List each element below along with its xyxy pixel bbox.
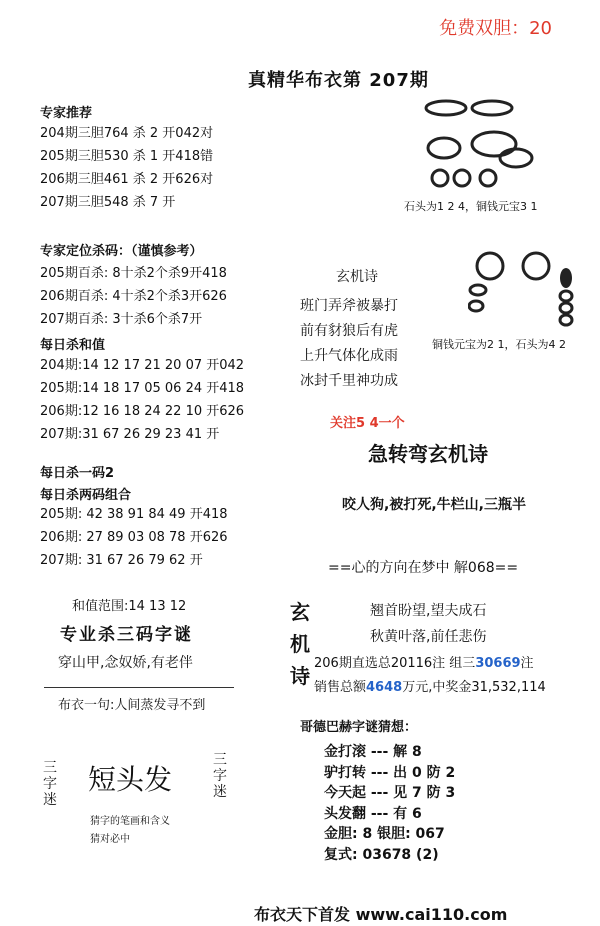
list-item: 205期: 42 38 91 84 49 开418 (40, 507, 228, 522)
stats-text: 206期直选总20116注 组三 (314, 656, 476, 671)
expert-list (40, 122, 213, 214)
daily-sum-heading: 每日杀和值 (40, 338, 106, 353)
side-label-left: 三字迷 (43, 760, 57, 808)
vertical-char: 玄 (290, 600, 310, 624)
hint-line-2: 猜对必中 (90, 834, 130, 845)
poem-lines (300, 294, 398, 394)
divider (44, 687, 234, 688)
stats-value: 30669 (475, 656, 521, 671)
list-item: 207期:31 67 26 29 23 41 开 (40, 427, 220, 442)
poem2-line: 秋黄叶落,前任悲伤 (370, 629, 487, 645)
list-item: 206期三胆461 杀 2 开626对 (40, 172, 214, 187)
list-item: 204期三胆764 杀 2 开042对 (40, 126, 214, 141)
list-item: 204期:14 12 17 21 20 07 开042 (40, 358, 245, 373)
list-item: 今天起 --- 见 7 防 3 (324, 785, 456, 801)
sum-range: 和值范围:14 13 12 (72, 599, 187, 614)
stats-text: 注 (520, 656, 534, 671)
footer-text: 布衣天下首发 www.cai110.com (254, 905, 508, 924)
list-item: 207期三胆548 杀 7 开 (40, 195, 176, 210)
hint-line-1: 猜字的笔画和含义 (90, 816, 170, 827)
riddle-text: 穿山甲,念奴娇,有老伴 (58, 655, 193, 671)
poem-line: 班门弄斧被暴打 (300, 298, 398, 314)
poem-title: 玄机诗 (336, 269, 378, 285)
sales-stats-2 (314, 676, 546, 695)
big-riddle-text: 短头发 (88, 763, 173, 796)
focus-label: 关注5 4一个 (330, 416, 405, 431)
vertical-char: 机 (290, 632, 310, 656)
list-item: 头发翻 --- 有 6 (324, 805, 422, 822)
list-item: 207期百杀: 3十杀6个杀7开 (40, 312, 203, 327)
poem-line: 上升气体化成雨 (300, 348, 398, 364)
heart-line: ==心的方向在梦中 解068== (328, 560, 519, 576)
stats-text: 万元,中奖金31,532,114 (402, 680, 546, 695)
list-item: 205期三胆530 杀 1 开418错 (40, 149, 214, 164)
coin-ingot-figure-icon (468, 250, 578, 328)
poem-line: 冰封千里神功成 (300, 373, 398, 389)
buyi-line: 布衣一句:人间蒸发寻不到 (58, 698, 206, 713)
sales-stats-1 (314, 652, 534, 671)
list-item: 207期: 31 67 26 79 62 开 (40, 553, 203, 568)
stone-coin-figure-icon (424, 98, 544, 193)
list-item: 金打滚 --- 解 8 (324, 744, 422, 760)
vertical-char: 诗 (290, 664, 310, 688)
position-kill-list (40, 262, 227, 331)
list-item: 驴打转 --- 出 0 防 2 (324, 764, 456, 781)
daily-kill-two-heading: 每日杀两码组合 (40, 488, 132, 503)
list-item: 复式: 03678 (2) (324, 846, 439, 863)
figure-caption-1: 石头为1 2 4，铜钱元宝3 1 (404, 200, 538, 213)
page-title: 真精华布衣第 207期 (248, 70, 429, 91)
side-label-right: 三字迷 (213, 752, 227, 800)
riddle-line: 咬人狗,被打死,牛栏山,三瓶半 (342, 497, 526, 513)
free-double-label: 免费双胆：20 (439, 18, 552, 39)
daily-kill-one-heading: 每日杀一码2 (40, 466, 115, 481)
list-item: 205期:14 18 17 05 06 24 开418 (40, 381, 245, 396)
position-kill-heading: 专家定位杀码：（谨慎参考） (40, 244, 203, 259)
daily-kill-list (40, 503, 228, 572)
big-title: 急转弯玄机诗 (368, 442, 488, 466)
gede-title: 哥德巴赫字谜猜想： (300, 720, 418, 735)
list-item: 206期百杀: 4十杀2个杀3开626 (40, 289, 227, 304)
riddle-title: 专业杀三码字谜 (60, 625, 193, 645)
stats-value: 4648 (366, 680, 403, 695)
figure-caption-2: 铜钱元宝为2 1，石头为4 2 (432, 338, 566, 351)
list-item: 206期:12 16 18 24 22 10 开626 (40, 404, 245, 419)
list-item: 205期百杀: 8十杀2个杀9开418 (40, 266, 227, 281)
daily-sum-list (40, 354, 244, 446)
gede-list (324, 742, 455, 865)
stats-text: 销售总额 (314, 680, 367, 695)
poem-line: 前有豺狼后有虎 (300, 323, 398, 339)
expert-heading: 专家推荐 (40, 106, 93, 121)
list-item: 金胆: 8 银胆: 067 (324, 826, 445, 842)
list-item: 206期: 27 89 03 08 78 开626 (40, 530, 228, 545)
poem2-line: 翘首盼望,望夫成石 (370, 603, 487, 619)
